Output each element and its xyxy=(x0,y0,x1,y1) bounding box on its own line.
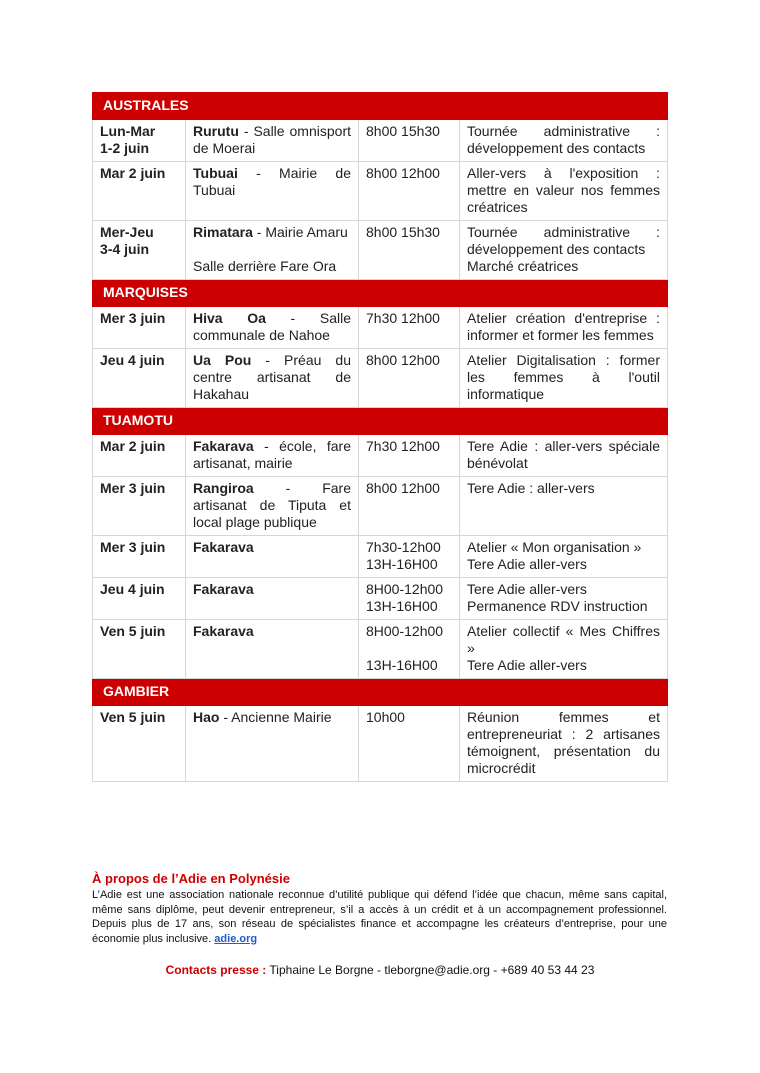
date-cell xyxy=(93,349,186,408)
place-cell xyxy=(186,162,359,221)
place-cell xyxy=(186,536,359,578)
place-detail: - Préau du centre artisanat de Hakahau xyxy=(193,352,351,402)
place-line xyxy=(193,539,351,556)
place-name: Tubuai xyxy=(193,165,238,181)
description-line: Réunion femmes et entrepreneuriat : 2 artisanes témoignent, présentation du microcrédit xyxy=(467,709,660,776)
date-cell xyxy=(93,578,186,620)
section-title: GAMBIER xyxy=(93,679,668,706)
time-line: 8h00 12h00 xyxy=(366,352,440,368)
place-cell xyxy=(186,620,359,679)
time-cell xyxy=(359,536,460,578)
place-cell xyxy=(186,477,359,536)
schedule-table xyxy=(92,92,668,782)
place-line xyxy=(193,310,351,344)
time-cell xyxy=(359,120,460,162)
description-line: Atelier création d'entreprise : informer et former les femmes xyxy=(467,310,660,343)
table-row xyxy=(93,162,668,221)
description-line: Marché créatrices xyxy=(467,258,579,274)
table-row xyxy=(93,349,668,408)
section-header-row xyxy=(93,93,668,120)
description-line: Tere Adie : aller-vers xyxy=(467,480,595,496)
time-line: 13H-16H00 xyxy=(366,598,438,614)
place-line xyxy=(193,581,351,598)
place-line xyxy=(193,438,351,472)
contacts-label: Contacts presse : xyxy=(165,963,267,977)
date-cell xyxy=(93,706,186,782)
section-title: AUSTRALES xyxy=(93,93,668,120)
place-detail: - école, fare artisanat, mairie xyxy=(193,438,351,471)
description-cell xyxy=(460,578,668,620)
section-title: MARQUISES xyxy=(93,280,668,307)
time-cell xyxy=(359,307,460,349)
place-line xyxy=(193,165,351,199)
date-cell xyxy=(93,162,186,221)
place-line xyxy=(193,123,351,157)
date-cell xyxy=(93,435,186,477)
date-cell xyxy=(93,307,186,349)
description-cell xyxy=(460,435,668,477)
place-line xyxy=(193,224,351,241)
description-line: Atelier Digitalisation : former les femmes à l'outil informatique xyxy=(467,352,660,402)
time-line: 7h30 12h00 xyxy=(366,438,440,454)
date-line: 1-2 juin xyxy=(100,140,150,156)
table-row xyxy=(93,620,668,679)
table-row xyxy=(93,578,668,620)
description-line: Permanence RDV instruction xyxy=(467,598,648,614)
section-header-row xyxy=(93,280,668,307)
place-name: Fakarava xyxy=(193,539,254,555)
time-line: 8H00-12h00 xyxy=(366,581,444,597)
date-line: Mer 3 juin xyxy=(100,480,166,496)
time-cell xyxy=(359,162,460,221)
date-cell xyxy=(93,536,186,578)
about-section xyxy=(92,870,667,946)
section-header-row xyxy=(93,408,668,435)
place-line xyxy=(193,480,351,531)
date-line: Mer 3 juin xyxy=(100,310,166,326)
time-cell xyxy=(359,578,460,620)
about-body xyxy=(92,888,667,946)
place-extra: Salle derrière Fare Ora xyxy=(193,258,337,274)
time-line: 13H-16H00 xyxy=(366,657,438,673)
time-line: 8h00 12h00 xyxy=(366,480,440,496)
date-line: Ven 5 juin xyxy=(100,709,166,725)
place-cell xyxy=(186,221,359,280)
description-line: Tournée administrative : développement des contacts xyxy=(467,123,660,156)
time-cell xyxy=(359,706,460,782)
table-row xyxy=(93,120,668,162)
place-name: Hao xyxy=(193,709,220,725)
date-line: Jeu 4 juin xyxy=(100,581,165,597)
place-detail: - Mairie Amaru xyxy=(252,224,348,240)
date-line: Jeu 4 juin xyxy=(100,352,165,368)
time-line: 8h00 12h00 xyxy=(366,165,440,181)
place-cell xyxy=(186,120,359,162)
date-line: Mer 3 juin xyxy=(100,539,166,555)
time-cell xyxy=(359,477,460,536)
description-cell xyxy=(460,620,668,679)
description-line: Aller-vers à l'exposition : mettre en valeur nos femmes créatrices xyxy=(467,165,660,215)
date-cell xyxy=(93,620,186,679)
place-cell xyxy=(186,435,359,477)
description-line: Atelier « Mon organisation » xyxy=(467,539,642,555)
time-line: 7h30-12h00 xyxy=(366,539,441,555)
section-header-row xyxy=(93,679,668,706)
table-row xyxy=(93,536,668,578)
date-line: Lun-Mar xyxy=(100,123,156,139)
table-row xyxy=(93,307,668,349)
time-cell xyxy=(359,349,460,408)
description-line: Tere Adie aller-vers xyxy=(467,581,587,597)
date-line: Mar 2 juin xyxy=(100,438,166,454)
time-line: 7h30 12h00 xyxy=(366,310,440,326)
about-text: L’Adie est une association nationale reconnue d’utilité publique qui défend l’idée que chacun, même sans capital, même sans diplôme, peut devenir entrepreneur, s’il a accès à un crédit et à un accompagnement professionnel. Depuis plus de 17 ans, son réseau de spécialistes finance et accompagne les créateurs d’entreprise, pour une économie plus inclusive. xyxy=(92,889,667,945)
place-detail: - Ancienne Mairie xyxy=(219,709,332,725)
time-cell xyxy=(359,221,460,280)
place-cell xyxy=(186,706,359,782)
date-line: Mar 2 juin xyxy=(100,165,166,181)
time-line: 8h00 15h30 xyxy=(366,123,440,139)
time-line: 10h00 xyxy=(366,709,405,725)
description-cell xyxy=(460,307,668,349)
adie-link[interactable]: adie.org xyxy=(214,932,258,945)
section-title: TUAMOTU xyxy=(93,408,668,435)
about-title: À propos de l’Adie en Polynésie xyxy=(92,871,290,886)
description-line: Atelier collectif « Mes Chiffres » xyxy=(467,623,660,656)
description-cell xyxy=(460,706,668,782)
contacts-text: Tiphaine Le Borgne - tleborgne@adie.org - +689 40 53 44 23 xyxy=(266,963,595,977)
place-detail: - Mairie de Tubuai xyxy=(193,165,351,198)
table-row xyxy=(93,706,668,782)
time-line xyxy=(366,640,452,657)
date-cell xyxy=(93,477,186,536)
place-detail: - Salle communale de Nahoe xyxy=(193,310,351,343)
table-row xyxy=(93,221,668,280)
date-line: Ven 5 juin xyxy=(100,623,166,639)
place-name: Ua Pou xyxy=(193,352,252,368)
place-name: Rangiroa xyxy=(193,480,254,496)
description-cell xyxy=(460,536,668,578)
schedule-body xyxy=(93,93,668,782)
place-name: Rimatara xyxy=(193,224,253,240)
date-cell xyxy=(93,120,186,162)
description-cell xyxy=(460,477,668,536)
place-line xyxy=(193,352,351,403)
place-cell xyxy=(186,578,359,620)
description-line: Tournée administrative : développement des contacts xyxy=(467,224,660,257)
place-name: Fakarava xyxy=(193,581,254,597)
description-cell xyxy=(460,162,668,221)
description-line: Tere Adie aller-vers xyxy=(467,556,587,572)
description-cell xyxy=(460,349,668,408)
time-line: 13H-16H00 xyxy=(366,556,438,572)
description-cell xyxy=(460,221,668,280)
place-line xyxy=(193,623,351,640)
place-cell xyxy=(186,349,359,408)
place-name: Fakarava xyxy=(193,623,254,639)
place-name: Fakarava xyxy=(193,438,254,454)
time-cell xyxy=(359,435,460,477)
place-name: Rurutu xyxy=(193,123,239,139)
place-spacer xyxy=(193,241,351,258)
time-line: 8H00-12h00 xyxy=(366,623,444,639)
description-cell xyxy=(460,120,668,162)
date-line: 3-4 juin xyxy=(100,241,150,257)
place-name: Hiva Oa xyxy=(193,310,266,326)
press-contacts xyxy=(0,963,760,977)
time-line: 8h00 15h30 xyxy=(366,224,440,240)
table-row xyxy=(93,477,668,536)
description-line: Tere Adie : aller-vers spéciale bénévolat xyxy=(467,438,660,471)
place-detail: - Fare artisanat de Tiputa et local plage publique xyxy=(193,480,351,530)
place-line xyxy=(193,709,351,726)
description-line: Tere Adie aller-vers xyxy=(467,657,587,673)
place-detail: - Salle omnisport de Moerai xyxy=(193,123,351,156)
date-line: Mer-Jeu xyxy=(100,224,154,240)
place-cell xyxy=(186,307,359,349)
time-cell xyxy=(359,620,460,679)
date-cell xyxy=(93,221,186,280)
table-row xyxy=(93,435,668,477)
